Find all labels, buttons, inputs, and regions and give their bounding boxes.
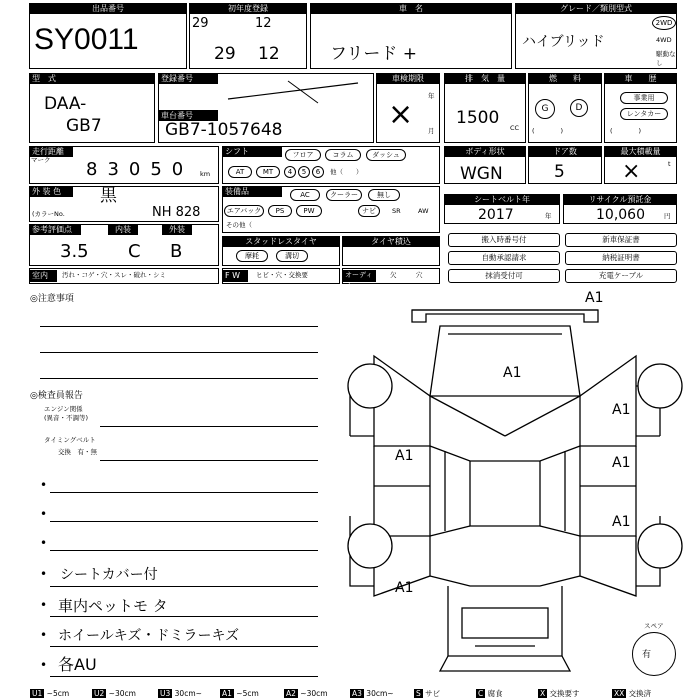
inspection-label: 車検期限 bbox=[376, 73, 440, 84]
history-rental: レンタカー bbox=[620, 108, 668, 120]
inspection-year-unit: 年 bbox=[428, 92, 435, 100]
chassis-value: GB7-1057648 bbox=[165, 120, 283, 140]
doc-charge-cable: 充電ケーブル bbox=[565, 269, 677, 283]
first-reg-label: 初年度登録 bbox=[189, 3, 307, 14]
shift-gear-5: 5 bbox=[298, 166, 310, 178]
inspector-line-7 bbox=[50, 616, 318, 617]
legend-u2: U2 ~30cm bbox=[94, 689, 136, 698]
capacity-unit: t bbox=[668, 160, 671, 168]
inspector-line-8 bbox=[50, 646, 318, 647]
legend-c: C 腐食 bbox=[478, 689, 503, 698]
inspector-item-1: シートカバー付 bbox=[60, 567, 158, 583]
recycle-value: 10,060 bbox=[596, 207, 645, 223]
inspector-line-4 bbox=[50, 521, 318, 522]
doc-cancel: 抹消受付可 bbox=[448, 269, 560, 283]
inspector-label: ◎検査員報告 bbox=[30, 391, 83, 401]
first-reg-year: 29 bbox=[214, 44, 236, 64]
first-reg-month: 12 bbox=[258, 44, 280, 64]
equip-other: その他（ bbox=[226, 221, 252, 229]
model-value-2: GB7 bbox=[66, 116, 102, 136]
legend-u1: U1 ~5cm bbox=[32, 689, 70, 698]
legend-a1: A1 ~5cm bbox=[222, 689, 259, 698]
exterior-value: B bbox=[170, 241, 183, 262]
interior-row-label: 室内 bbox=[29, 270, 57, 282]
bullet-1: • bbox=[40, 478, 48, 492]
seat-year-label: シートベルト年 bbox=[444, 194, 560, 205]
grade-4wd: 4WD bbox=[656, 36, 672, 44]
tire-stock-label: タイヤ積込 bbox=[342, 236, 440, 247]
studless-label: スタッドレスタイヤ bbox=[222, 236, 340, 247]
shift-gear-6: 6 bbox=[312, 166, 324, 178]
fw-row-label: F W bbox=[222, 270, 248, 282]
equip-pw: PW bbox=[296, 205, 322, 217]
inspector-item-3: ホイールキズ・ドミラーキズ bbox=[58, 628, 240, 644]
interior-value: C bbox=[128, 241, 141, 262]
model-value-1: DAA- bbox=[44, 94, 87, 114]
inspector-line-6 bbox=[50, 586, 318, 587]
history-business: 事業用 bbox=[620, 92, 668, 104]
displacement-value: 1500 bbox=[456, 108, 500, 128]
mark-left-front: A1 bbox=[395, 448, 414, 464]
mileage-label: 走行距離 bbox=[29, 146, 73, 157]
shift-other: 他（ ） bbox=[330, 168, 363, 176]
bullet-3: • bbox=[40, 536, 48, 550]
inspector-line-2 bbox=[100, 460, 318, 461]
legend-s: S サビ bbox=[416, 689, 441, 698]
first-reg-year-pre: 29 bbox=[192, 16, 209, 31]
shift-gear-4: 4 bbox=[284, 166, 296, 178]
exterior-label: 外装 bbox=[162, 224, 192, 235]
bullet-6: • bbox=[40, 628, 48, 642]
lot-label: 出品番号 bbox=[29, 3, 187, 14]
grade-value: ハイブリッド bbox=[522, 34, 605, 50]
doc-tax-cert: 納税証明書 bbox=[565, 251, 677, 265]
capacity-label: 最大積載量 bbox=[604, 146, 677, 157]
tire-missing: 欠 bbox=[390, 271, 397, 279]
reg-label: 登録番号 bbox=[158, 73, 218, 84]
legend-u3: U3 30cm~ bbox=[160, 689, 202, 698]
bullet-4: • bbox=[40, 567, 48, 581]
mark-right-mid: A1 bbox=[612, 455, 631, 471]
spare-label: スペア bbox=[644, 622, 664, 630]
inspector-item-4: 各AU bbox=[58, 655, 97, 674]
fw-row-value: ヒビ・穴・交換要 bbox=[256, 271, 308, 279]
lot-number: SY0011 bbox=[34, 23, 139, 56]
tire-hole: 穴 bbox=[416, 271, 423, 279]
color-code: NH 828 bbox=[152, 205, 201, 220]
fuel-d: D bbox=[570, 99, 588, 117]
legend-a2: A2 ~30cm bbox=[286, 689, 328, 698]
mark-right-rear: A1 bbox=[612, 514, 631, 530]
studless-groove: 溝切 bbox=[276, 250, 308, 262]
doors-label: ドア数 bbox=[528, 146, 602, 157]
body-value: WGN bbox=[460, 164, 503, 184]
model-label: 型 式 bbox=[29, 73, 155, 84]
equipment-label: 装備品 bbox=[222, 186, 282, 197]
doors-value: 5 bbox=[554, 162, 565, 182]
inspector-line-9 bbox=[50, 676, 318, 677]
mark-front: A1 bbox=[585, 290, 604, 306]
legend-xx: XX 交換済 bbox=[614, 689, 652, 698]
grade-2wd: 2WD bbox=[652, 16, 676, 30]
doc-warranty: 新車保証書 bbox=[565, 233, 677, 247]
score-value: 3.5 bbox=[60, 241, 89, 262]
recycle-unit: 円 bbox=[664, 212, 671, 220]
fuel-paren: ( ) bbox=[532, 127, 564, 135]
seat-year-value: 2017 bbox=[478, 207, 514, 223]
equip-navi: ナビ bbox=[358, 205, 380, 217]
grade-nodrive: 駆動なし bbox=[656, 50, 676, 67]
equip-airbag: エアバック bbox=[224, 205, 264, 217]
mark-left-rear: A1 bbox=[395, 580, 414, 596]
equip-aw: AW bbox=[418, 207, 429, 215]
inspector-exchange: 交換 有・無 bbox=[58, 448, 97, 456]
legend-x: X 交換要す bbox=[540, 689, 580, 698]
equip-ac: AC bbox=[290, 189, 320, 201]
mileage-unit: km bbox=[200, 170, 211, 178]
inspection-month-unit: 月 bbox=[428, 127, 435, 135]
equip-none: 無し bbox=[368, 189, 400, 201]
shift-mt: MT bbox=[256, 166, 280, 178]
spare-value: 有 bbox=[642, 650, 652, 660]
studless-wear: 摩耗 bbox=[236, 250, 268, 262]
bullet-5: • bbox=[40, 598, 48, 612]
fuel-label: 燃 料 bbox=[528, 73, 602, 84]
mileage-value: 83050 bbox=[86, 159, 194, 180]
mark-right-front: A1 bbox=[612, 402, 631, 418]
score-label: 参考評価点 bbox=[29, 224, 81, 235]
equip-cooler: クーラー bbox=[326, 189, 362, 201]
tire-audio-label: オーディオ bbox=[342, 270, 376, 282]
equip-sr: SR bbox=[392, 207, 401, 215]
mark-hood: A1 bbox=[503, 365, 522, 381]
inspector-item-2: 車内ペットモ タ bbox=[58, 597, 168, 615]
displacement-label: 排 気 量 bbox=[444, 73, 526, 84]
color-label: 外 装 色 bbox=[29, 186, 73, 197]
interior-row-value: 汚れ・コゲ・穴・スレ・破れ・シミ bbox=[62, 271, 166, 279]
grade-label: グレード／類別型式 bbox=[515, 3, 677, 14]
bullet-2: • bbox=[40, 507, 48, 521]
capacity-mark: × bbox=[622, 159, 641, 184]
inspector-timing: タイミングベルト bbox=[44, 436, 96, 444]
color-code-label: (カラーNo. bbox=[32, 210, 65, 218]
shift-label: シフト bbox=[222, 146, 282, 157]
shift-column: コラム bbox=[325, 149, 361, 161]
equip-ps: PS bbox=[268, 205, 292, 217]
reg-strike bbox=[158, 73, 374, 113]
history-paren: ( ) bbox=[610, 127, 642, 135]
doc-carry-in: 搬入時番号付 bbox=[448, 233, 560, 247]
bullet-7: • bbox=[40, 658, 48, 672]
notes-label: ◎注意事項 bbox=[30, 294, 74, 304]
inspector-line-3 bbox=[50, 492, 318, 493]
fuel-g: G bbox=[535, 99, 555, 119]
notes-line-3 bbox=[40, 378, 318, 379]
spare-circle bbox=[632, 632, 676, 676]
seat-year-unit: 年 bbox=[545, 212, 552, 220]
car-name-label: 車 名 bbox=[310, 3, 512, 14]
displacement-unit: CC bbox=[510, 124, 520, 132]
inspector-engine: エンジン関係 (異音・不調等) bbox=[44, 405, 89, 422]
doc-auto-approval: 自動承認請求 bbox=[448, 251, 560, 265]
legend-a3: A3 30cm~ bbox=[352, 689, 394, 698]
inspector-line-1 bbox=[100, 426, 318, 427]
notes-line-1 bbox=[40, 326, 318, 327]
interior-label: 内装 bbox=[108, 224, 138, 235]
car-name-value: フリード + bbox=[330, 44, 417, 64]
recycle-label: リサイクル預託金 bbox=[563, 194, 677, 205]
shift-floor: フロア bbox=[285, 149, 321, 161]
inspection-mark: × bbox=[388, 97, 414, 132]
color-value: 黒 bbox=[100, 186, 117, 206]
shift-at: AT bbox=[228, 166, 252, 178]
body-label: ボディ形状 bbox=[444, 146, 526, 157]
notes-line-2 bbox=[40, 352, 318, 353]
chassis-label: 車台番号 bbox=[158, 110, 218, 121]
history-label: 車 歴 bbox=[604, 73, 677, 84]
mileage-sub: マーク bbox=[31, 156, 51, 164]
inspector-line-5 bbox=[50, 550, 318, 551]
first-reg-month-pre: 12 bbox=[255, 16, 272, 31]
shift-dash: ダッシュ bbox=[366, 149, 406, 161]
